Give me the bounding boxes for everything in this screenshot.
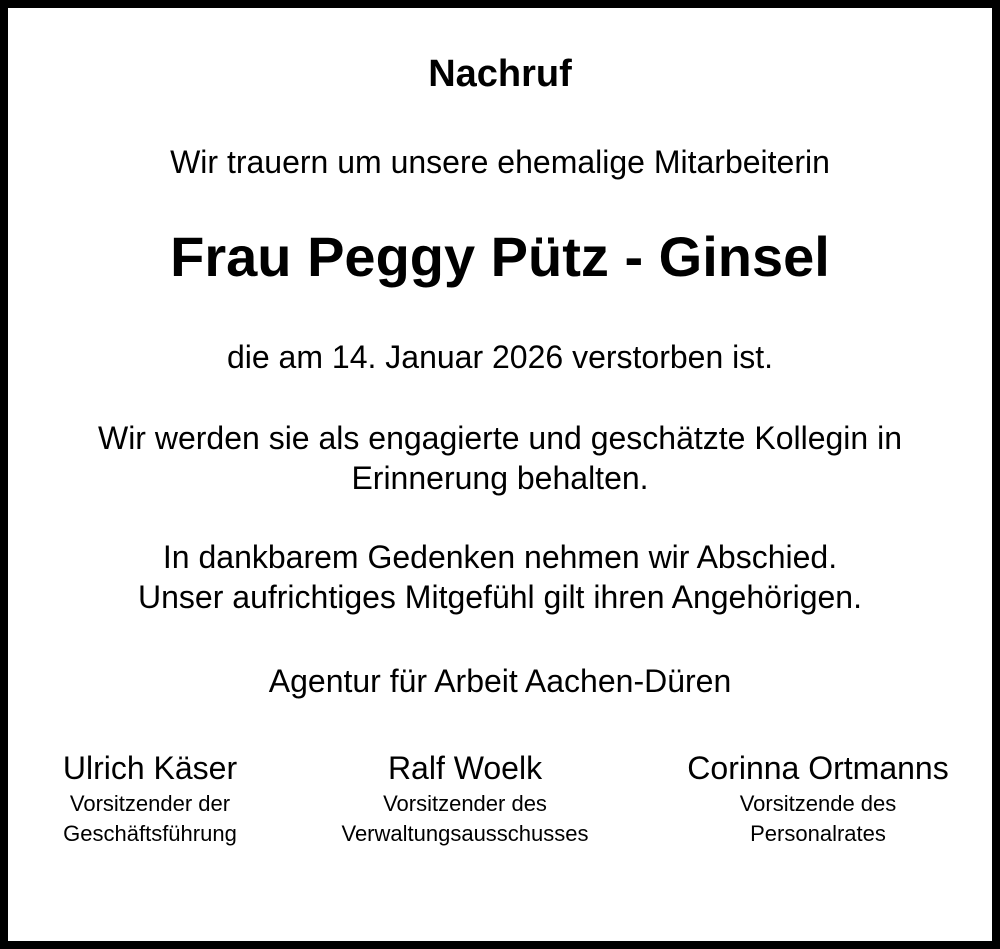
organization-name: Agentur für Arbeit Aachen-Düren xyxy=(268,663,732,699)
remembrance-line-1: Wir werden sie als engagierte und geschätzte Kollegin in xyxy=(97,420,902,456)
death-date-text: die am 14. Januar 2026 verstorben ist. xyxy=(226,339,774,375)
remembrance-line-2: Erinnerung behalten. xyxy=(351,460,649,496)
signatory-role-line-1: Vorsitzende des xyxy=(739,791,897,816)
condolence-line-2: Unser aufrichtiges Mitgefühl gilt ihren Angehörigen. xyxy=(138,579,862,615)
signatory-3 xyxy=(638,748,998,848)
signatory-role-line-2: Verwaltungsausschusses xyxy=(341,821,589,846)
signatory-role-line-2: Geschäftsführung xyxy=(63,821,237,846)
condolence-line-1: In dankbarem Gedenken nehmen wir Abschied. xyxy=(162,539,838,575)
signatory-name: Ulrich Käser xyxy=(62,750,238,786)
remembrance-paragraph xyxy=(0,418,1000,498)
intro-text: Wir trauern um unsere ehemalige Mitarbeiterin xyxy=(170,144,830,180)
signatory-role-line-1: Vorsitzender des xyxy=(383,791,547,816)
notice-heading: Nachruf xyxy=(428,53,572,95)
signatory-2 xyxy=(285,748,645,848)
signatory-role-line-1: Vorsitzender der xyxy=(69,791,231,816)
signatory-name: Ralf Woelk xyxy=(387,750,543,786)
signatory-1 xyxy=(0,748,330,848)
deceased-name: Frau Peggy Pütz - Ginsel xyxy=(170,225,830,288)
condolence-paragraph xyxy=(0,537,1000,617)
signatory-name: Corinna Ortmanns xyxy=(687,750,949,786)
signatory-role-line-2: Personalrates xyxy=(750,821,886,846)
